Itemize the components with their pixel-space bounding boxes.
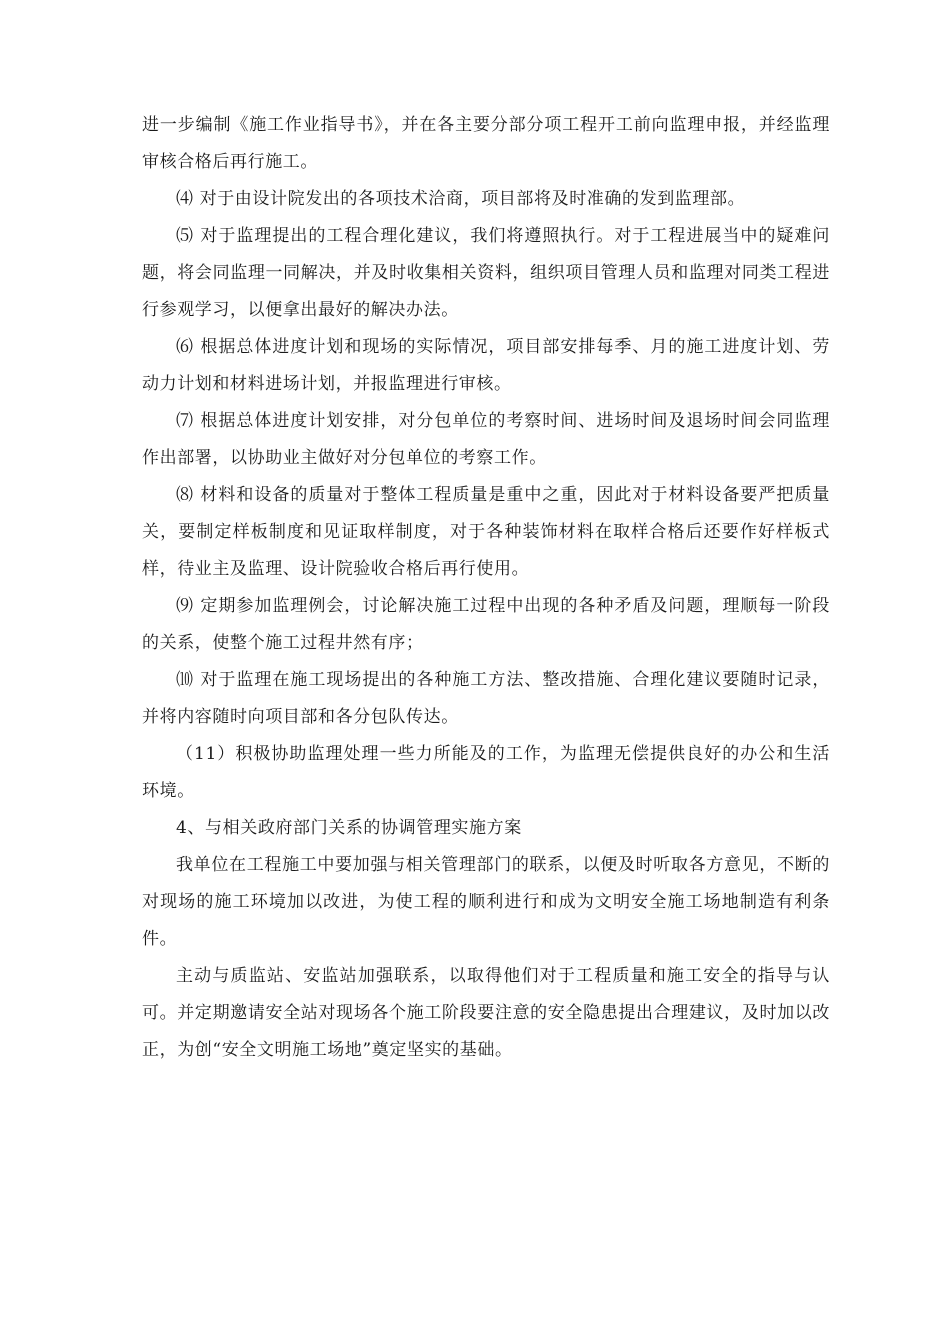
section-heading: 4、与相关政府部门关系的协调管理实施方案 — [176, 818, 522, 838]
paragraph-continuation: 进一步编制《施工作业指导书》，并在各主要分部分项工程开工前向监理申报，并经监理审核合格后再行施工。 — [142, 115, 830, 172]
paragraph-item-11: （11）积极协助监理处理一些力所能及的工作，为监理无偿提供良好的办公和生活环境。 — [142, 744, 830, 801]
paragraph-item-5: ⑸ 对于监理提出的工程合理化建议，我们将遵照执行。对于工程进展当中的疑难问题，将会同监理一同解决，并及时收集相关资料，组织项目管理人员和监理对同类工程进行参观学习，以便拿出最好的解决办法。 — [142, 226, 830, 320]
paragraph-item-6: ⑹ 根据总体进度计划和现场的实际情况，项目部安排每季、月的施工进度计划、劳动力计划和材料进场计划，并报监理进行审核。 — [142, 337, 830, 394]
paragraph-item-7: ⑺ 根据总体进度计划安排，对分包单位的考察时间、进场时间及退场时间会同监理作出部署，以协助业主做好对分包单位的考察工作。 — [142, 411, 830, 468]
paragraph-item-8: ⑻ 材料和设备的质量对于整体工程质量是重中之重，因此对于材料设备要严把质量关，要制定样板制度和见证取样制度，对于各种装饰材料在取样合格后还要作好样板式样，待业主及监理、设计院验收合格后再行使用。 — [142, 485, 830, 579]
paragraph-body: 主动与质监站、安监站加强联系，以取得他们对于工程质量和施工安全的指导与认可。并定期邀请安全站对现场各个施工阶段要注意的安全隐患提出合理建议，及时加以改正，为创“安全文明施工场地”奠定坚实的基础。 — [142, 966, 830, 1060]
paragraph-item-10: ⑽ 对于监理在施工现场提出的各种施工方法、整改措施、合理化建议要随时记录，并将内容随时向项目部和各分包队传达。 — [142, 670, 830, 727]
paragraph-item-9: ⑼ 定期参加监理例会，讨论解决施工过程中出现的各种矛盾及问题，理顺每一阶段的关系，使整个施工过程井然有序； — [142, 596, 830, 653]
paragraph-body: 我单位在工程施工中要加强与相关管理部门的联系，以便及时听取各方意见，不断的对现场的施工环境加以改进，为使工程的顺利进行和成为文明安全施工场地制造有利条件。 — [142, 855, 830, 949]
paragraph-item-4: ⑷ 对于由设计院发出的各项技术洽商，项目部将及时准确的发到监理部。 — [176, 189, 746, 209]
